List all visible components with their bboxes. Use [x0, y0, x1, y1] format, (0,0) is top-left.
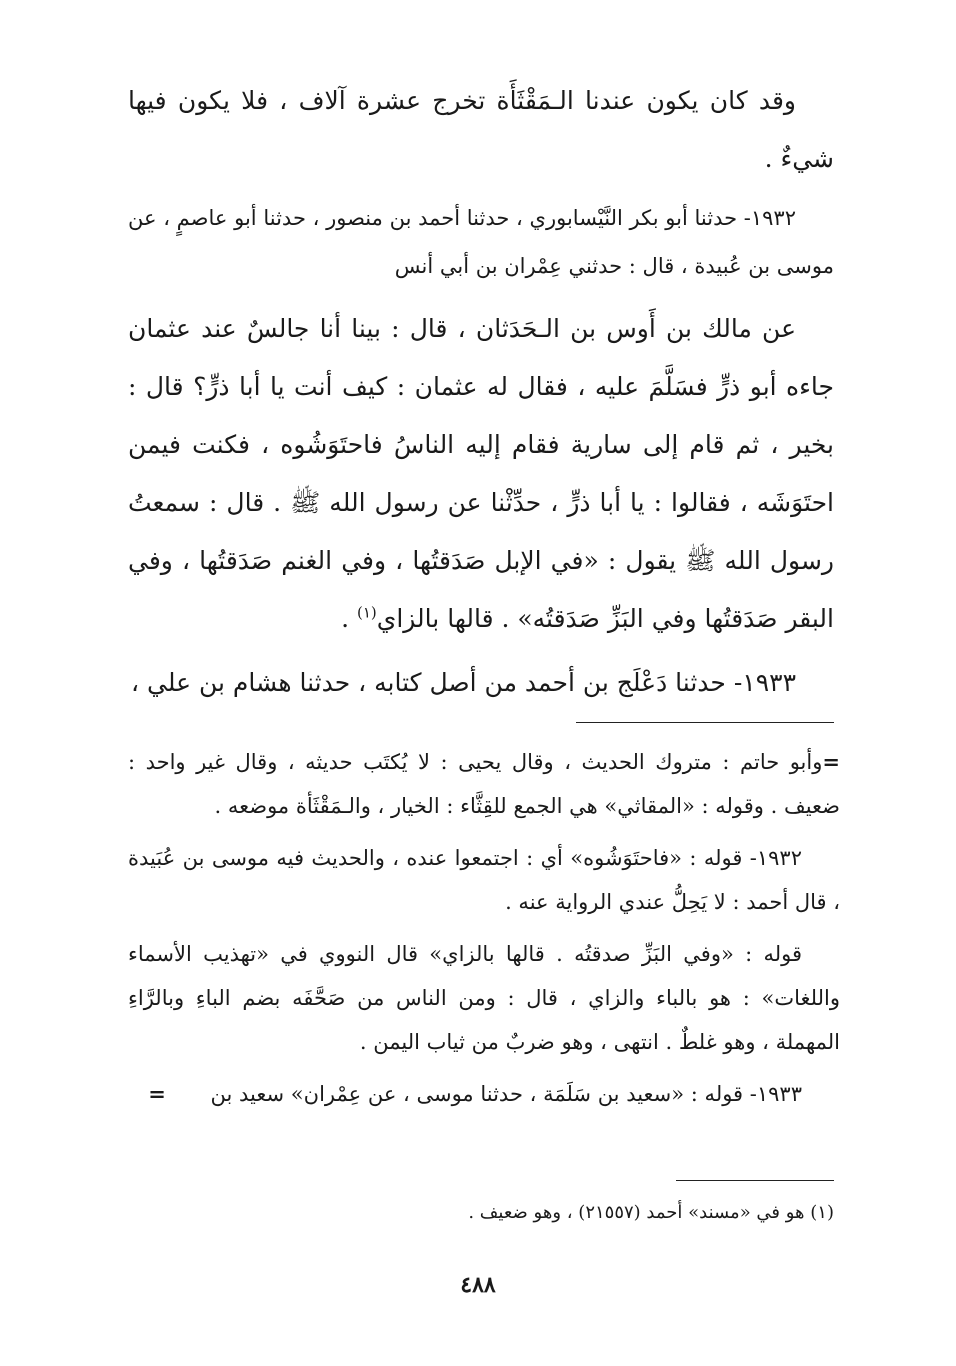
continuation-mark: = — [822, 749, 840, 774]
hadith-1932-chain: ١٩٣٢- حدثنا أبو بكر النَّيْسابوري ، حدثنا أحمد بن منصور ، حدثنا أبو عاصمٍ ، عن موسى بن عُبيدة ، قال : حدثني عِمْران بن أبي أنس — [128, 206, 834, 278]
footnote-ref[interactable]: (١) — [356, 603, 377, 622]
footnote-divider — [676, 1180, 834, 1181]
commentary-albazz: قوله : «وفي البَزِّ صدقتُه . قالها بالزاي» قال النووي في «تهذيب الأسماء واللغات» : هو بالباء والزاي ، قال : ومن الناس من صَحَّفَه بضم الباءِ وبالرَّاءِ المهملة ، وهو غلطٌ . انتهى ، وهو ضربٌ من ثياب اليمن . — [128, 942, 840, 1054]
continuation-mark-end: = — [148, 1081, 166, 1106]
hadith-1932-text — [128, 300, 834, 648]
hadith-1932-body: عن مالك بن أَوس بن الـحَدَثان ، قال : بينا أنا جالسٌ عند عثمان جاءه أبو ذرٍّ فسَلَّمَ عليه ، فقال له عثمان : كيف أنت يا أبا ذرٍّ؟ قال : بخير ، ثم قام إلى سارية فقام إليه الناسُ فاحتَوَشُوه ، فكنت فيمن احتَوَشَه ، فقالوا : يا أبا ذرٍّ ، حدِّثْنا عن رسول الله ﷺ . قال : سمعتُ رسول الله ﷺ يقول : «في الإبل صَدَقتُها ، وفي الغنم صَدَقتُها ، وفي البقر صَدَقتُها وفي البَزِّ صَدَقتُه» . قالها بالزاي — [128, 314, 834, 633]
footnote: (١) هو في «مسند» أحمد (٢١٥٥٧) ، وهو ضعيف . — [468, 1202, 834, 1223]
commentary-1932: ١٩٣٢- قوله : «فاحتَوَشُوه» أي : اجتمعوا عنده ، والحديث فيه موسى بن عُبَيدة ، قال أحمد : لا يَحِلُّ عندي الرواية عنه . — [128, 846, 840, 914]
hadith-1932-end: . — [341, 604, 357, 633]
commentary-continued-text: وأبو حاتم : متروك الحديث ، وقال يحيى : لا يُكتَب حديثه ، وقال غير واحد : ضعيف . وقوله : «المقاثي» هي الجمع للقِثَّاء : الخيار ، والـمَقْثَأة موضعه . — [128, 750, 840, 818]
commentary-1933-text: ١٩٣٣- قوله : «سعيد بن سَلَمَة ، حدثنا موسى ، عن عِمْران» سعيد بن — [210, 1082, 802, 1106]
page-number: ٤٨٨ — [460, 1272, 496, 1298]
paragraph-intro: وقد كان يكون عندنا الـمَقْثَأَة تخرج عشرة آلاف ، فلا يكون فيها شيءٌ . — [128, 86, 834, 173]
hadith-1933-chain: ١٩٣٣- حدثنا دَعْلَج بن أحمد من أصل كتابه ، حدثنا هشام بن علي ، — [131, 668, 796, 697]
commentary-1933 — [128, 1072, 840, 1116]
commentary-continued — [128, 740, 840, 828]
commentary-divider — [576, 722, 834, 723]
main-text — [128, 72, 834, 712]
commentary-section — [128, 740, 840, 1116]
